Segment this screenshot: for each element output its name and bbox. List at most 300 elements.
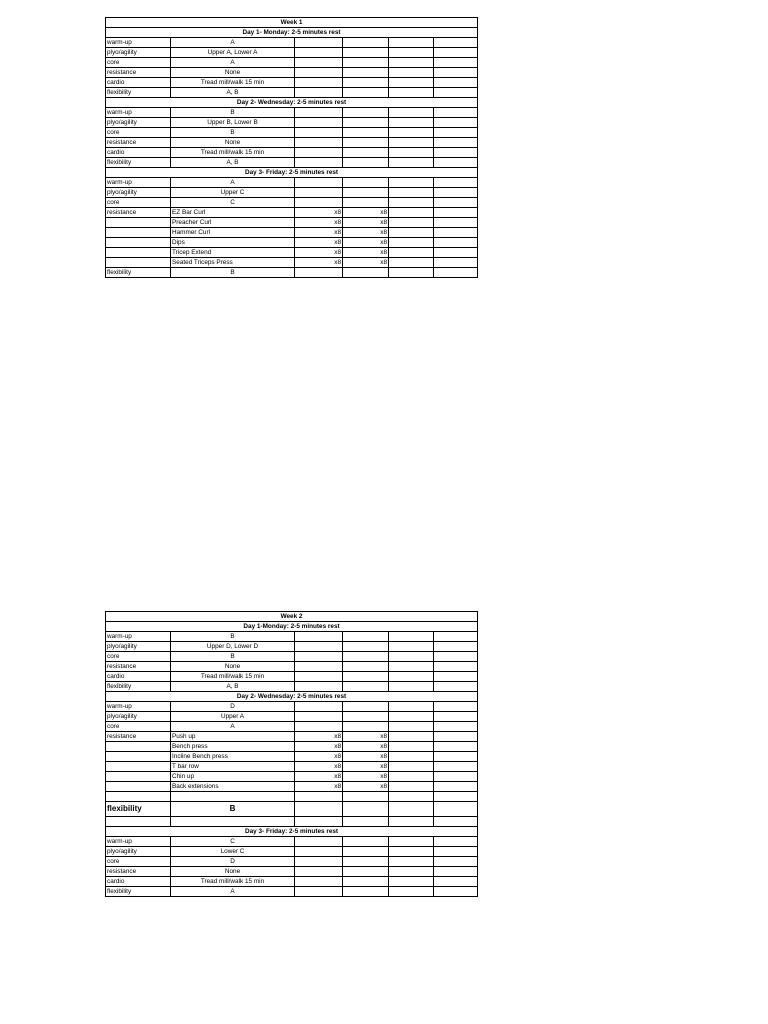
day-heading-row xyxy=(106,827,478,837)
empty-cell xyxy=(389,847,434,857)
empty-cell xyxy=(389,817,434,827)
empty-cell xyxy=(434,632,478,642)
table-row xyxy=(106,702,478,712)
empty-cell xyxy=(295,198,343,208)
day-heading: Day 3- Friday: 2-5 minutes rest xyxy=(106,168,478,178)
set-a: x8 xyxy=(295,762,343,772)
table-row xyxy=(106,68,478,78)
empty-cell xyxy=(295,128,343,138)
empty-cell xyxy=(434,847,478,857)
exercise-name: Hammer Curl xyxy=(171,228,295,238)
empty-cell xyxy=(343,887,389,897)
empty-cell xyxy=(434,652,478,662)
table-row xyxy=(106,652,478,662)
category-label: flexibility xyxy=(106,88,171,98)
empty-cell xyxy=(434,887,478,897)
empty-cell xyxy=(343,672,389,682)
empty-cell xyxy=(295,652,343,662)
exercise-row xyxy=(106,762,478,772)
category-value: C xyxy=(171,198,295,208)
exercise-row xyxy=(106,772,478,782)
empty-cell xyxy=(389,857,434,867)
empty-cell xyxy=(343,722,389,732)
empty-cell xyxy=(343,88,389,98)
table-row xyxy=(106,887,478,897)
empty-cell xyxy=(343,128,389,138)
category-label: flexibility xyxy=(106,802,171,817)
category-label: warm-up xyxy=(106,632,171,642)
empty-cell xyxy=(434,58,478,68)
empty-cell xyxy=(389,248,434,258)
empty-cell xyxy=(343,78,389,88)
set-b: x8 xyxy=(343,782,389,792)
empty-cell xyxy=(389,68,434,78)
empty-cell xyxy=(343,712,389,722)
category-value: A, B xyxy=(171,158,295,168)
empty-cell xyxy=(343,662,389,672)
empty-cell xyxy=(106,762,171,772)
empty-cell xyxy=(389,228,434,238)
category-label: core xyxy=(106,198,171,208)
empty-cell xyxy=(389,662,434,672)
empty-cell xyxy=(389,208,434,218)
empty-cell xyxy=(389,138,434,148)
category-label: cardio xyxy=(106,672,171,682)
category-value: B xyxy=(171,652,295,662)
empty-cell xyxy=(434,732,478,742)
empty-cell xyxy=(389,268,434,278)
empty-cell xyxy=(389,772,434,782)
category-value: Upper A, Lower A xyxy=(171,48,295,58)
empty-cell xyxy=(434,857,478,867)
category-value: A xyxy=(171,887,295,897)
empty-cell xyxy=(389,632,434,642)
empty-cell xyxy=(295,38,343,48)
empty-cell xyxy=(434,128,478,138)
week-title-row xyxy=(106,18,478,28)
exercise-row xyxy=(106,782,478,792)
empty-cell xyxy=(389,732,434,742)
empty-cell xyxy=(343,58,389,68)
category-label: warm-up xyxy=(106,108,171,118)
category-label: plyo/agility xyxy=(106,712,171,722)
empty-cell xyxy=(343,652,389,662)
table-row xyxy=(106,632,478,642)
empty-cell xyxy=(434,782,478,792)
empty-cell xyxy=(295,68,343,78)
set-b: x8 xyxy=(343,762,389,772)
empty-cell xyxy=(434,817,478,827)
empty-cell xyxy=(106,772,171,782)
exercise-name: Incline Bench press xyxy=(171,752,295,762)
category-label: core xyxy=(106,58,171,68)
empty-cell xyxy=(434,642,478,652)
empty-cell xyxy=(389,218,434,228)
empty-cell xyxy=(343,148,389,158)
empty-cell xyxy=(434,138,478,148)
table-row xyxy=(106,48,478,58)
exercise-name: T bar row xyxy=(171,762,295,772)
category-value: Upper A xyxy=(171,712,295,722)
empty-cell xyxy=(343,817,389,827)
empty-cell xyxy=(434,712,478,722)
empty-cell xyxy=(434,158,478,168)
table-row xyxy=(106,188,478,198)
empty-cell xyxy=(295,58,343,68)
empty-cell xyxy=(343,268,389,278)
empty-cell xyxy=(434,68,478,78)
category-label: warm-up xyxy=(106,178,171,188)
table-row xyxy=(106,672,478,682)
empty-cell xyxy=(295,158,343,168)
empty-cell xyxy=(295,682,343,692)
table-row xyxy=(106,712,478,722)
empty-cell xyxy=(434,682,478,692)
empty-cell xyxy=(389,712,434,722)
empty-cell xyxy=(434,867,478,877)
empty-cell xyxy=(171,817,295,827)
table-row xyxy=(106,722,478,732)
category-value: None xyxy=(171,138,295,148)
set-b: x8 xyxy=(343,732,389,742)
category-value: B xyxy=(171,268,295,278)
day-heading-row xyxy=(106,622,478,632)
category-value: D xyxy=(171,857,295,867)
exercise-name: Bench press xyxy=(171,742,295,752)
empty-cell xyxy=(389,752,434,762)
empty-cell xyxy=(389,877,434,887)
category-value: None xyxy=(171,867,295,877)
empty-cell xyxy=(389,188,434,198)
category-value: A xyxy=(171,722,295,732)
category-label: plyo/agility xyxy=(106,188,171,198)
empty-cell xyxy=(295,702,343,712)
exercise-name: Back extensions xyxy=(171,782,295,792)
empty-cell xyxy=(434,38,478,48)
empty-cell xyxy=(295,837,343,847)
empty-cell xyxy=(434,178,478,188)
empty-cell xyxy=(106,218,171,228)
empty-cell xyxy=(434,218,478,228)
category-value: D xyxy=(171,702,295,712)
day-heading-row xyxy=(106,28,478,38)
table-row xyxy=(106,148,478,158)
empty-cell xyxy=(434,228,478,238)
empty-cell xyxy=(389,198,434,208)
category-value: Tread mill/walk 15 min xyxy=(171,78,295,88)
empty-cell xyxy=(106,248,171,258)
category-value: Tread mill/walk 15 min xyxy=(171,148,295,158)
set-a: x8 xyxy=(295,782,343,792)
empty-cell xyxy=(295,712,343,722)
empty-cell xyxy=(434,188,478,198)
day-heading: Day 2- Wednesday: 2-5 minutes rest xyxy=(106,692,478,702)
empty-cell xyxy=(106,817,171,827)
empty-cell xyxy=(295,78,343,88)
day-heading-row xyxy=(106,692,478,702)
category-label: cardio xyxy=(106,148,171,158)
set-b: x8 xyxy=(343,752,389,762)
category-label: cardio xyxy=(106,78,171,88)
empty-cell xyxy=(343,68,389,78)
week-1-body xyxy=(106,18,478,278)
empty-cell xyxy=(434,792,478,802)
empty-cell xyxy=(295,108,343,118)
table-row xyxy=(106,662,478,672)
category-label: cardio xyxy=(106,877,171,887)
category-label: resistance xyxy=(106,68,171,78)
set-b: x8 xyxy=(343,228,389,238)
empty-cell xyxy=(343,138,389,148)
table-row xyxy=(106,118,478,128)
empty-cell xyxy=(343,632,389,642)
empty-cell xyxy=(389,128,434,138)
empty-cell xyxy=(434,762,478,772)
empty-cell xyxy=(295,632,343,642)
empty-cell xyxy=(389,48,434,58)
table-row xyxy=(106,138,478,148)
empty-cell xyxy=(295,672,343,682)
category-label: warm-up xyxy=(106,702,171,712)
table-row xyxy=(106,268,478,278)
empty-cell xyxy=(434,208,478,218)
exercise-row xyxy=(106,238,478,248)
empty-cell xyxy=(295,178,343,188)
empty-cell xyxy=(389,58,434,68)
empty-cell xyxy=(434,722,478,732)
empty-cell xyxy=(343,38,389,48)
exercise-name: Chin up xyxy=(171,772,295,782)
exercise-name: Push up xyxy=(171,732,295,742)
exercise-row xyxy=(106,218,478,228)
empty-cell xyxy=(106,742,171,752)
empty-cell xyxy=(295,148,343,158)
empty-cell xyxy=(295,118,343,128)
empty-cell xyxy=(434,877,478,887)
category-label: resistance xyxy=(106,867,171,877)
day-heading: Day 1-Monday: 2-5 minutes rest xyxy=(106,622,478,632)
table-row xyxy=(106,78,478,88)
empty-cell xyxy=(389,722,434,732)
table-row xyxy=(106,642,478,652)
category-value: A xyxy=(171,58,295,68)
set-b: x8 xyxy=(343,258,389,268)
empty-cell xyxy=(295,817,343,827)
set-b: x8 xyxy=(343,208,389,218)
category-label: resistance xyxy=(106,208,171,218)
table-row xyxy=(106,837,478,847)
empty-cell xyxy=(434,672,478,682)
category-label: plyo/agility xyxy=(106,118,171,128)
exercise-row xyxy=(106,258,478,268)
empty-cell xyxy=(434,772,478,782)
empty-cell xyxy=(389,238,434,248)
empty-cell xyxy=(389,642,434,652)
category-label: core xyxy=(106,652,171,662)
set-a: x8 xyxy=(295,742,343,752)
set-b: x8 xyxy=(343,238,389,248)
blank-row xyxy=(106,792,478,802)
empty-cell xyxy=(106,752,171,762)
category-label: core xyxy=(106,128,171,138)
week-title: Week 1 xyxy=(106,18,478,28)
category-value: A, B xyxy=(171,88,295,98)
empty-cell xyxy=(106,228,171,238)
category-value: A, B xyxy=(171,682,295,692)
empty-cell xyxy=(295,722,343,732)
set-a: x8 xyxy=(295,218,343,228)
category-label: resistance xyxy=(106,732,171,742)
category-value: Lower C xyxy=(171,847,295,857)
category-label: core xyxy=(106,722,171,732)
empty-cell xyxy=(343,118,389,128)
category-label: flexibility xyxy=(106,682,171,692)
category-value: B xyxy=(171,128,295,138)
exercise-name: Preacher Curl xyxy=(171,218,295,228)
day-heading: Day 2- Wednesday: 2-5 minutes rest xyxy=(106,98,478,108)
empty-cell xyxy=(343,682,389,692)
empty-cell xyxy=(434,118,478,128)
exercise-name: Tricep Extend xyxy=(171,248,295,258)
set-a: x8 xyxy=(295,752,343,762)
empty-cell xyxy=(343,857,389,867)
empty-cell xyxy=(434,742,478,752)
category-value: Tread mill/walk 15 min xyxy=(171,672,295,682)
category-value: None xyxy=(171,662,295,672)
exercise-row xyxy=(106,208,478,218)
table-row xyxy=(106,158,478,168)
empty-cell xyxy=(343,837,389,847)
category-value: B xyxy=(171,802,295,817)
empty-cell xyxy=(434,148,478,158)
table-row xyxy=(106,88,478,98)
table-row xyxy=(106,198,478,208)
empty-cell xyxy=(389,837,434,847)
empty-cell xyxy=(389,108,434,118)
day-heading-row xyxy=(106,98,478,108)
empty-cell xyxy=(434,702,478,712)
blank-row xyxy=(106,817,478,827)
empty-cell xyxy=(389,802,434,817)
empty-cell xyxy=(434,88,478,98)
empty-cell xyxy=(389,78,434,88)
empty-cell xyxy=(106,238,171,248)
empty-cell xyxy=(106,792,171,802)
category-label: resistance xyxy=(106,662,171,672)
table-row xyxy=(106,802,478,817)
empty-cell xyxy=(295,662,343,672)
empty-cell xyxy=(295,642,343,652)
empty-cell xyxy=(343,108,389,118)
set-a: x8 xyxy=(295,772,343,782)
empty-cell xyxy=(295,887,343,897)
week-1-table xyxy=(105,17,478,278)
table-row xyxy=(106,58,478,68)
empty-cell xyxy=(295,48,343,58)
empty-cell xyxy=(389,652,434,662)
empty-cell xyxy=(434,837,478,847)
empty-cell xyxy=(343,792,389,802)
empty-cell xyxy=(434,268,478,278)
category-label: flexibility xyxy=(106,158,171,168)
empty-cell xyxy=(295,857,343,867)
empty-cell xyxy=(389,118,434,128)
exercise-row xyxy=(106,732,478,742)
set-b: x8 xyxy=(343,772,389,782)
set-b: x8 xyxy=(343,218,389,228)
empty-cell xyxy=(343,847,389,857)
category-value: B xyxy=(171,108,295,118)
empty-cell xyxy=(389,38,434,48)
empty-cell xyxy=(295,802,343,817)
category-value: Upper B, Lower B xyxy=(171,118,295,128)
empty-cell xyxy=(434,662,478,672)
category-label: resistance xyxy=(106,138,171,148)
set-b: x8 xyxy=(343,248,389,258)
exercise-name: Seated Triceps Press xyxy=(171,258,295,268)
empty-cell xyxy=(106,782,171,792)
category-label: warm-up xyxy=(106,38,171,48)
exercise-row xyxy=(106,752,478,762)
empty-cell xyxy=(389,682,434,692)
empty-cell xyxy=(434,258,478,268)
empty-cell xyxy=(389,867,434,877)
category-value: A xyxy=(171,38,295,48)
category-label: core xyxy=(106,857,171,867)
table-row xyxy=(106,128,478,138)
empty-cell xyxy=(389,258,434,268)
table-row xyxy=(106,178,478,188)
empty-cell xyxy=(434,802,478,817)
set-b: x8 xyxy=(343,742,389,752)
empty-cell xyxy=(343,642,389,652)
set-a: x8 xyxy=(295,732,343,742)
empty-cell xyxy=(106,258,171,268)
day-heading-row xyxy=(106,168,478,178)
empty-cell xyxy=(389,792,434,802)
empty-cell xyxy=(295,268,343,278)
week-title: Week 2 xyxy=(106,612,478,622)
empty-cell xyxy=(343,877,389,887)
empty-cell xyxy=(295,138,343,148)
exercise-row xyxy=(106,228,478,238)
category-label: warm-up xyxy=(106,837,171,847)
empty-cell xyxy=(434,108,478,118)
empty-cell xyxy=(389,742,434,752)
category-value: A xyxy=(171,178,295,188)
empty-cell xyxy=(389,782,434,792)
empty-cell xyxy=(389,702,434,712)
set-a: x8 xyxy=(295,228,343,238)
category-label: flexibility xyxy=(106,268,171,278)
empty-cell xyxy=(389,672,434,682)
empty-cell xyxy=(434,248,478,258)
empty-cell xyxy=(343,198,389,208)
empty-cell xyxy=(343,702,389,712)
week-2-body xyxy=(106,612,478,897)
empty-cell xyxy=(389,178,434,188)
category-value: C xyxy=(171,837,295,847)
table-row xyxy=(106,38,478,48)
category-value: Upper C xyxy=(171,188,295,198)
empty-cell xyxy=(434,78,478,88)
empty-cell xyxy=(389,88,434,98)
day-heading: Day 1- Monday: 2-5 minutes rest xyxy=(106,28,478,38)
empty-cell xyxy=(295,792,343,802)
category-label: flexibility xyxy=(106,887,171,897)
category-value: B xyxy=(171,632,295,642)
week-title-row xyxy=(106,612,478,622)
